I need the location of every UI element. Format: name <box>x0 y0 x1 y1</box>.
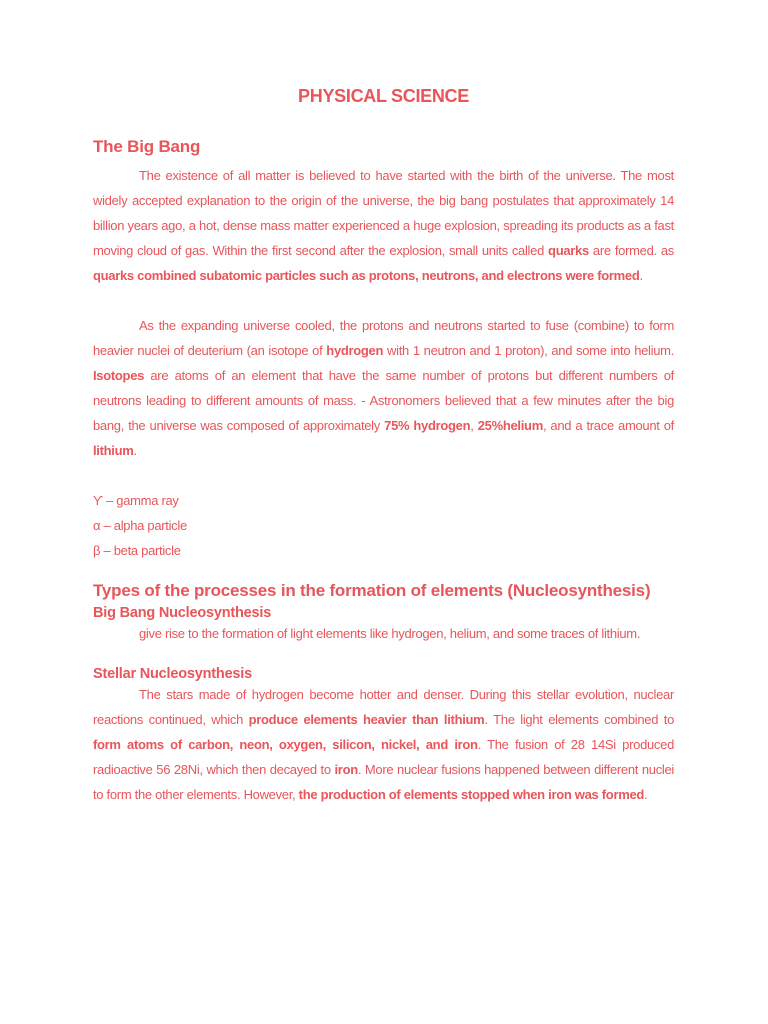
section-heading-big-bang: The Big Bang <box>93 137 201 156</box>
particle-symbol-list <box>93 488 674 563</box>
bold-text-run: 75% hydrogen <box>384 418 471 433</box>
paragraph-gap <box>93 463 674 488</box>
text-run: As the expanding universe cooled, the protons and neutrons started to fuse (combine) to form heavier nuclei of deuterium (an isotope of <box>93 318 674 358</box>
text-run: are atoms of an element that have the same number of protons but different numbers of neutrons leading to different amounts of mass. - Astronomers believed that a few minutes after the big bang, the universe was composed of approximately <box>93 368 674 433</box>
big-bang-nucleosynthesis-text: give rise to the formation of light elements like hydrogen, helium, and some traces of lithium. <box>139 626 641 641</box>
subheading-big-bang-nucleosynthesis: Big Bang Nucleosynthesis <box>93 605 272 621</box>
bold-text-run: form atoms of carbon, neon, oxygen, silicon, nickel, and iron <box>93 737 478 752</box>
bold-text-run: hydrogen <box>326 343 384 358</box>
text-run: . <box>639 268 643 283</box>
paragraph-gap <box>93 288 674 313</box>
list-item-beta: β – beta particle <box>93 543 181 558</box>
stellar-nucleosynthesis-paragraph <box>93 682 674 807</box>
text-run: with 1 neutron and 1 proton), and some into helium. <box>383 343 675 358</box>
text-run: . The fusion of 28 14Si produced radioactive 56 28Ni, which then decayed to <box>93 737 674 777</box>
document-title: PHYSICAL SCIENCE <box>298 86 469 106</box>
bold-text-run: 25%helium <box>477 418 543 433</box>
text-run: . <box>644 787 648 802</box>
bold-text-run: quarks <box>548 243 589 258</box>
bold-text-run: iron <box>334 762 358 777</box>
text-run: The stars made of hydrogen become hotter and denser. During this stellar evolution, nuclear reactions continued, which <box>93 687 674 727</box>
text-run: are formed. as <box>588 243 674 258</box>
text-run: . The light elements combined to <box>484 712 675 727</box>
text-run: . More nuclear fusions happened between different nuclei to form the other elements. However, <box>93 762 674 802</box>
text-run: , and a trace amount of <box>542 418 674 433</box>
section-heading-nucleosynthesis: Types of the processes in the formation of elements (Nucleosynthesis) <box>93 581 651 600</box>
big-bang-paragraph-2 <box>93 313 674 463</box>
list-item-alpha: α – alpha particle <box>93 518 187 533</box>
bold-text-run: produce elements heavier than lithium <box>248 712 485 727</box>
bold-text-run: lithium <box>93 443 134 458</box>
text-run: The existence of all matter is believed to have started with the birth of the universe. The most widely accepted explanation to the origin of the universe, the big bang postulates that approximately 14 billion years ago, a hot, dense mass matter experienced a huge explosion, spreading its products as a fast moving cloud of gas. Within the first second after the explosion, small units called <box>93 168 674 258</box>
list-item-gamma: ϒ – gamma ray <box>93 493 179 508</box>
big-bang-paragraph-1 <box>93 163 674 288</box>
text-run: , <box>470 418 478 433</box>
text-run: . <box>133 443 137 458</box>
bold-text-run: Isotopes <box>93 368 145 383</box>
bold-text-run: the production of elements stopped when iron was formed <box>298 787 645 802</box>
subheading-stellar-nucleosynthesis: Stellar Nucleosynthesis <box>93 666 252 682</box>
bold-text-run: quarks combined subatomic particles such as protons, neutrons, and electrons were formed <box>93 268 640 283</box>
